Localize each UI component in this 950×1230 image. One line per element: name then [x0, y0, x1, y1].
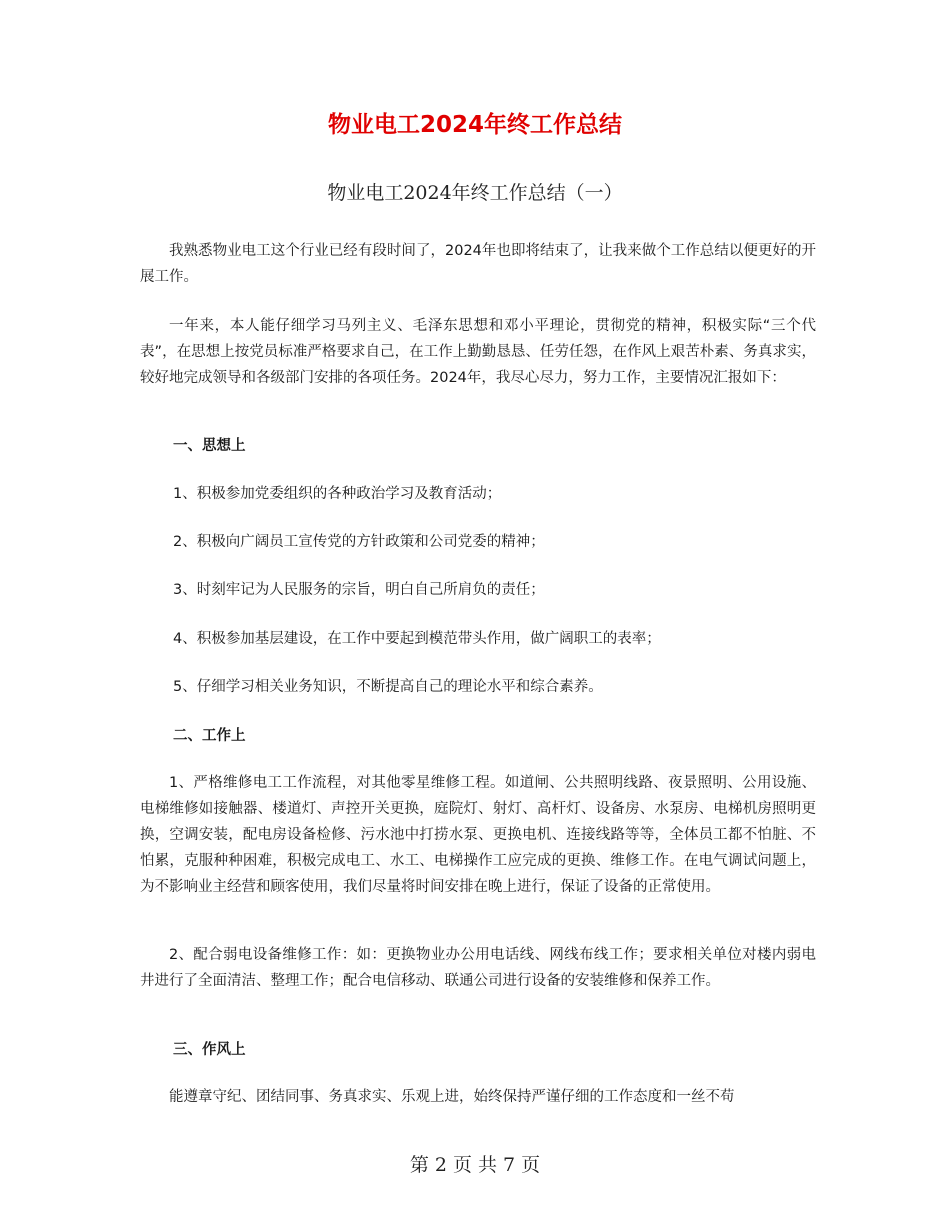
- thought-item-2: 2、积极向广阔员工宣传党的方针政策和公司党委的精神；: [173, 534, 545, 550]
- work-paragraph-1: [140, 770, 816, 900]
- section-heading-work: 二、工作上: [173, 728, 246, 744]
- thought-item-4: 4、积极参加基层建设，在工作中要起到模范带头作用，做广阔职工的表率；: [173, 631, 661, 647]
- work-paragraph-2: [140, 942, 816, 994]
- intro-text: 我熟悉物业电工这个行业已经有段时间了，2024年也即将结束了，让我来做个工作总结以便更好的开展工作。: [140, 243, 816, 285]
- thought-item-5: 5、仔细学习相关业务知识，不断提高自己的理论水平和综合素养。: [173, 679, 603, 695]
- style-paragraph: [140, 1084, 816, 1110]
- document-title: 物业电工2024年终工作总结: [327, 112, 622, 138]
- page-footer: 第 2 页 共 7 页: [409, 1154, 541, 1176]
- style-paragraph-text: 能遵章守纪、团结同事、务真求实、乐观上进，始终保持严谨仔细的工作态度和一丝不苟: [169, 1089, 735, 1105]
- intro-paragraph: [140, 238, 816, 290]
- overview-text: 一年来，本人能仔细学习马列主义、毛泽东思想和邓小平理论，贯彻党的精神，积极实际“三个代表”，在思想上按党员标准严格要求自己，在工作上勤勤恳恳、任劳任怨，在作风上艰苦朴素、务真求实，较好地完成领导和各级部门安排的各项任务。2024年，我尽心尽力，努力工作，主要情况汇报如下：: [140, 318, 816, 386]
- document-subtitle: 物业电工2024年终工作总结（一）: [327, 182, 623, 204]
- section-heading-thought: 一、思想上: [173, 438, 246, 454]
- work-paragraph-1-text: 1、严格维修电工工作流程，对其他零星维修工程。如道闸、公共照明线路、夜景照明、公用设施、电梯维修如接触器、楼道灯、声控开关更换，庭院灯、射灯、高杆灯、设备房、水泵房、电梯机房照明更换，空调安装，配电房设备检修、污水池中打捞水泵、更换电机、连接线路等等，全体员工都不怕脏、不怕累，克服种种困难，积极完成电工、水工、电梯操作工应完成的更换、维修工作。在电气调试问题上，为不影响业主经营和顾客使用，我们尽量将时间安排在晚上进行，保证了设备的正常使用。: [140, 775, 816, 895]
- overview-paragraph: [140, 313, 816, 391]
- work-paragraph-2-text: 2、配合弱电设备维修工作：如：更换物业办公用电话线、网线布线工作；要求相关单位对楼内弱电井进行了全面清洁、整理工作；配合电信移动、联通公司进行设备的安装维修和保养工作。: [140, 947, 816, 989]
- section-heading-style: 三、作风上: [173, 1042, 246, 1058]
- thought-item-1: 1、积极参加党委组织的各种政治学习及教育活动；: [173, 486, 502, 502]
- thought-item-3: 3、时刻牢记为人民服务的宗旨，明白自己所肩负的责任；: [173, 582, 545, 598]
